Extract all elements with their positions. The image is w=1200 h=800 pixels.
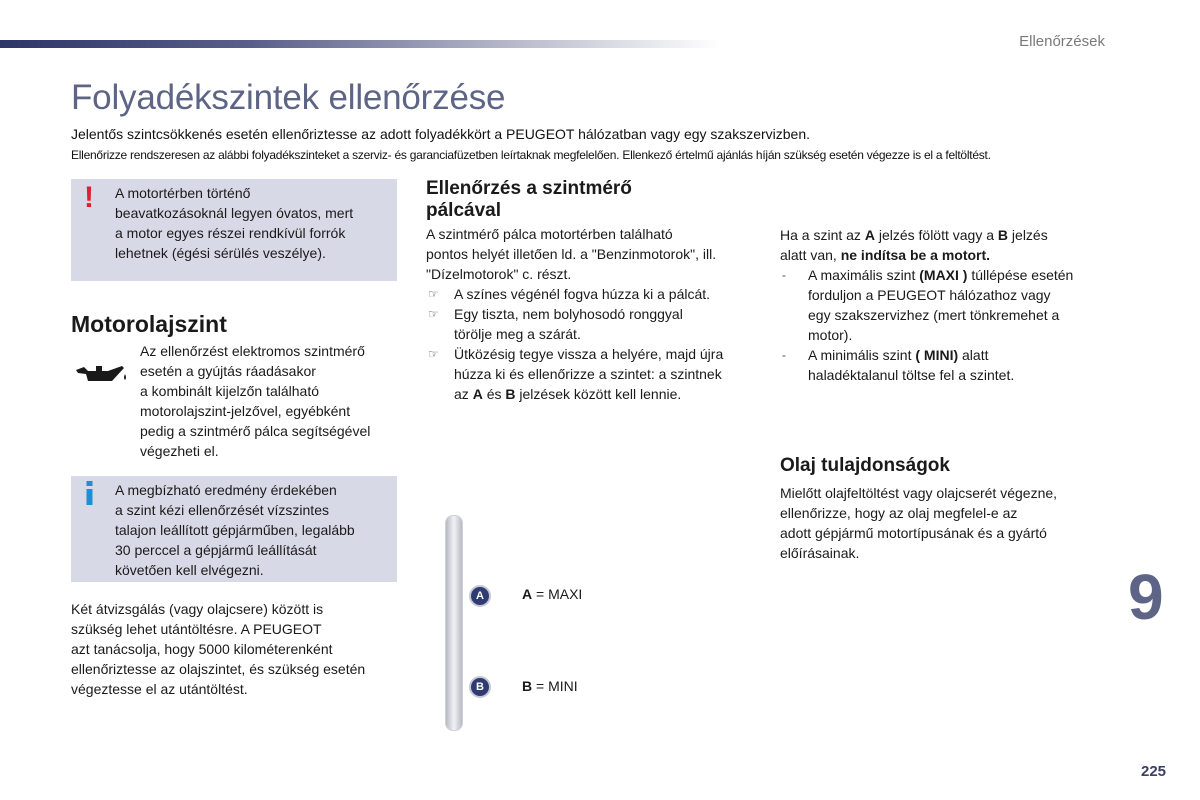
text-span: A minimális szint <box>808 347 916 363</box>
dipstick-intro-line: "Dízelmotorok" c. részt. <box>426 266 572 282</box>
warning-text <box>115 183 390 263</box>
refill-line: ellenőriztesse az olajszintet, és szükség esetén <box>71 661 366 677</box>
mark-a-letter: A <box>472 386 483 402</box>
oil-properties-heading: Olaj tulajdonságok <box>780 455 950 476</box>
dipstick-heading-line: Ellenőrzés a szintmérő <box>426 178 632 199</box>
refill-paragraph <box>71 599 401 699</box>
motorolaj-line: végezheti el. <box>140 443 219 459</box>
oil-properties-line: adott gépjármű motortípusának és a gyártó <box>780 525 1047 541</box>
legend-maxi <box>522 586 582 602</box>
motorolaj-heading: Motorolajszint <box>71 311 227 337</box>
mark-a-badge: A <box>471 587 489 605</box>
page-number: 225 <box>1141 763 1167 780</box>
maxi-label: (MAXI ) <box>919 267 968 283</box>
motorolaj-text <box>140 341 402 461</box>
legend-letter: B <box>522 678 533 694</box>
text-span: alatt van, <box>780 247 841 263</box>
oil-properties-line: előírásainak. <box>780 545 860 561</box>
mini-label: ( MINI) <box>915 347 959 363</box>
warning-line: A motortérben történő <box>115 185 251 201</box>
warning-exclamation-icon: ! <box>84 181 94 214</box>
list-item <box>780 265 1110 345</box>
do-not-start-warning: ne indítsa be a motort. <box>840 247 991 263</box>
step-text: Ütközésig tegye vissza a helyére, majd újra <box>454 346 724 362</box>
legend-text: = MAXI <box>532 586 583 602</box>
info-line: 30 perccel a gépjármű leállítását <box>115 542 317 558</box>
step-text <box>454 384 766 404</box>
legend-letter: A <box>522 586 533 602</box>
case-line <box>808 345 1110 365</box>
oil-can-icon <box>74 362 128 388</box>
case-line: egy szakszervizhez (mert tönkremehet a <box>808 307 1060 323</box>
dipstick-heading <box>426 178 686 222</box>
text-span: az <box>454 386 473 402</box>
warning-line: lehetnek (égési sérülés veszélye). <box>115 245 326 261</box>
level-line <box>780 245 1110 265</box>
text-span: jelzések között kell lennie. <box>515 386 682 402</box>
text-span: alatt <box>958 347 989 363</box>
step-text: Egy tiszta, nem bolyhosodó ronggyal <box>454 306 683 322</box>
dipstick-intro-line: pontos helyét illetően ld. a "Benzinmotorok", ill. <box>426 246 717 262</box>
dipstick-illustration <box>445 515 463 731</box>
refill-line: azt tanácsolja, hogy 5000 kilométerenként <box>71 641 333 657</box>
list-item <box>426 284 766 304</box>
info-text <box>115 480 390 580</box>
refill-line: végeztesse el az utántöltést. <box>71 681 248 697</box>
page-title: Folyadékszintek ellenőrzése <box>71 78 506 117</box>
header-gradient-bar <box>0 40 720 48</box>
mark-a-letter: A <box>864 227 875 243</box>
motorolaj-line: Az ellenőrzést elektromos szintmérő <box>140 343 365 359</box>
motorolaj-line: pedig a szintmérő pálca segítségével <box>140 423 371 439</box>
info-line: talajon leállított gépjárműben, legalább <box>115 522 355 538</box>
refill-line: szükség lehet utántöltésre. A PEUGEOT <box>71 621 322 637</box>
info-icon <box>85 480 95 506</box>
dipstick-steps <box>426 284 766 404</box>
level-cases <box>780 265 1110 385</box>
info-line: követően kell elvégezni. <box>115 562 264 578</box>
dash-marker: - <box>782 268 786 282</box>
case-line: motor). <box>808 327 853 343</box>
dipstick-text <box>426 224 766 404</box>
level-instructions <box>780 225 1110 385</box>
motorolaj-line: esetén a gyújtás ráadásakor <box>140 363 316 379</box>
warning-line: a motor egyes részei rendkívül forrók <box>115 225 346 241</box>
info-line: a szint kézi ellenőrzését vízszintes <box>115 502 329 518</box>
intro-line-1: Jelentős szintcsökkenés esetén ellenőriztesse az adott folyadékkört a PEUGEOT hálózatban vagy egy szakszervizben. <box>71 126 811 142</box>
mark-b-badge: B <box>471 678 489 696</box>
text-span: A maximális szint <box>808 267 920 283</box>
dash-marker: - <box>782 348 786 362</box>
refill-line: Két átvizsgálás (vagy olajcsere) között is <box>71 601 324 617</box>
list-item <box>780 345 1110 385</box>
dipstick-heading-line: pálcával <box>426 200 501 221</box>
oil-properties-line: ellenőrizze, hogy az olaj megfelel-e az <box>780 505 1018 521</box>
text-span: jelzés <box>1008 227 1048 243</box>
oil-properties-line: Mielőtt olajfeltöltést vagy olajcserét végezne, <box>780 485 1058 501</box>
case-line: forduljon a PEUGEOT hálózathoz vagy <box>808 287 1051 303</box>
warning-line: beavatkozásoknál legyen óvatos, mert <box>115 205 354 221</box>
mark-b-letter: B <box>997 227 1009 243</box>
oil-properties-text <box>780 483 1110 563</box>
case-line <box>808 265 1110 285</box>
hand-pointer-icon: ☞ <box>428 307 439 321</box>
step-text: húzza ki és ellenőrizze a szintet: a szintnek <box>454 366 722 382</box>
info-line: A megbízható eredmény érdekében <box>115 482 337 498</box>
section-label: Ellenőrzések <box>1019 33 1105 50</box>
hand-pointer-icon: ☞ <box>428 347 439 361</box>
legend-mini <box>522 678 578 694</box>
text-span: és <box>482 386 506 402</box>
intro-line-2: Ellenőrizze rendszeresen az alábbi folyadékszinteket a szerviz- és garanciafüzetben leírtaknak megfelelően. Ellenkező értelmű ajánlás híján szükség esetén végezze is el a feltöltést. <box>71 148 991 162</box>
text-span: Ha a szint az <box>780 227 865 243</box>
case-line: haladéktalanul töltse fel a szintet. <box>808 367 1015 383</box>
list-item <box>426 344 766 404</box>
list-item <box>426 304 766 344</box>
step-text: A színes végénél fogva húzza ki a pálcát. <box>454 286 711 302</box>
dipstick-intro-line: A szintmérő pálca motortérben található <box>426 226 673 242</box>
chapter-number: 9 <box>1128 561 1164 633</box>
mark-b-letter: B <box>505 386 516 402</box>
text-span: jelzés fölött vagy a <box>874 227 998 243</box>
text-span: túllépése esetén <box>967 267 1074 283</box>
motorolaj-line: motorolajszint-jelzővel, egyébként <box>140 403 351 419</box>
hand-pointer-icon: ☞ <box>428 287 439 301</box>
step-text: törölje meg a szárát. <box>454 326 581 342</box>
legend-text: = MINI <box>532 678 578 694</box>
level-line <box>780 225 1110 245</box>
motorolaj-line: a kombinált kijelzőn található <box>140 383 319 399</box>
